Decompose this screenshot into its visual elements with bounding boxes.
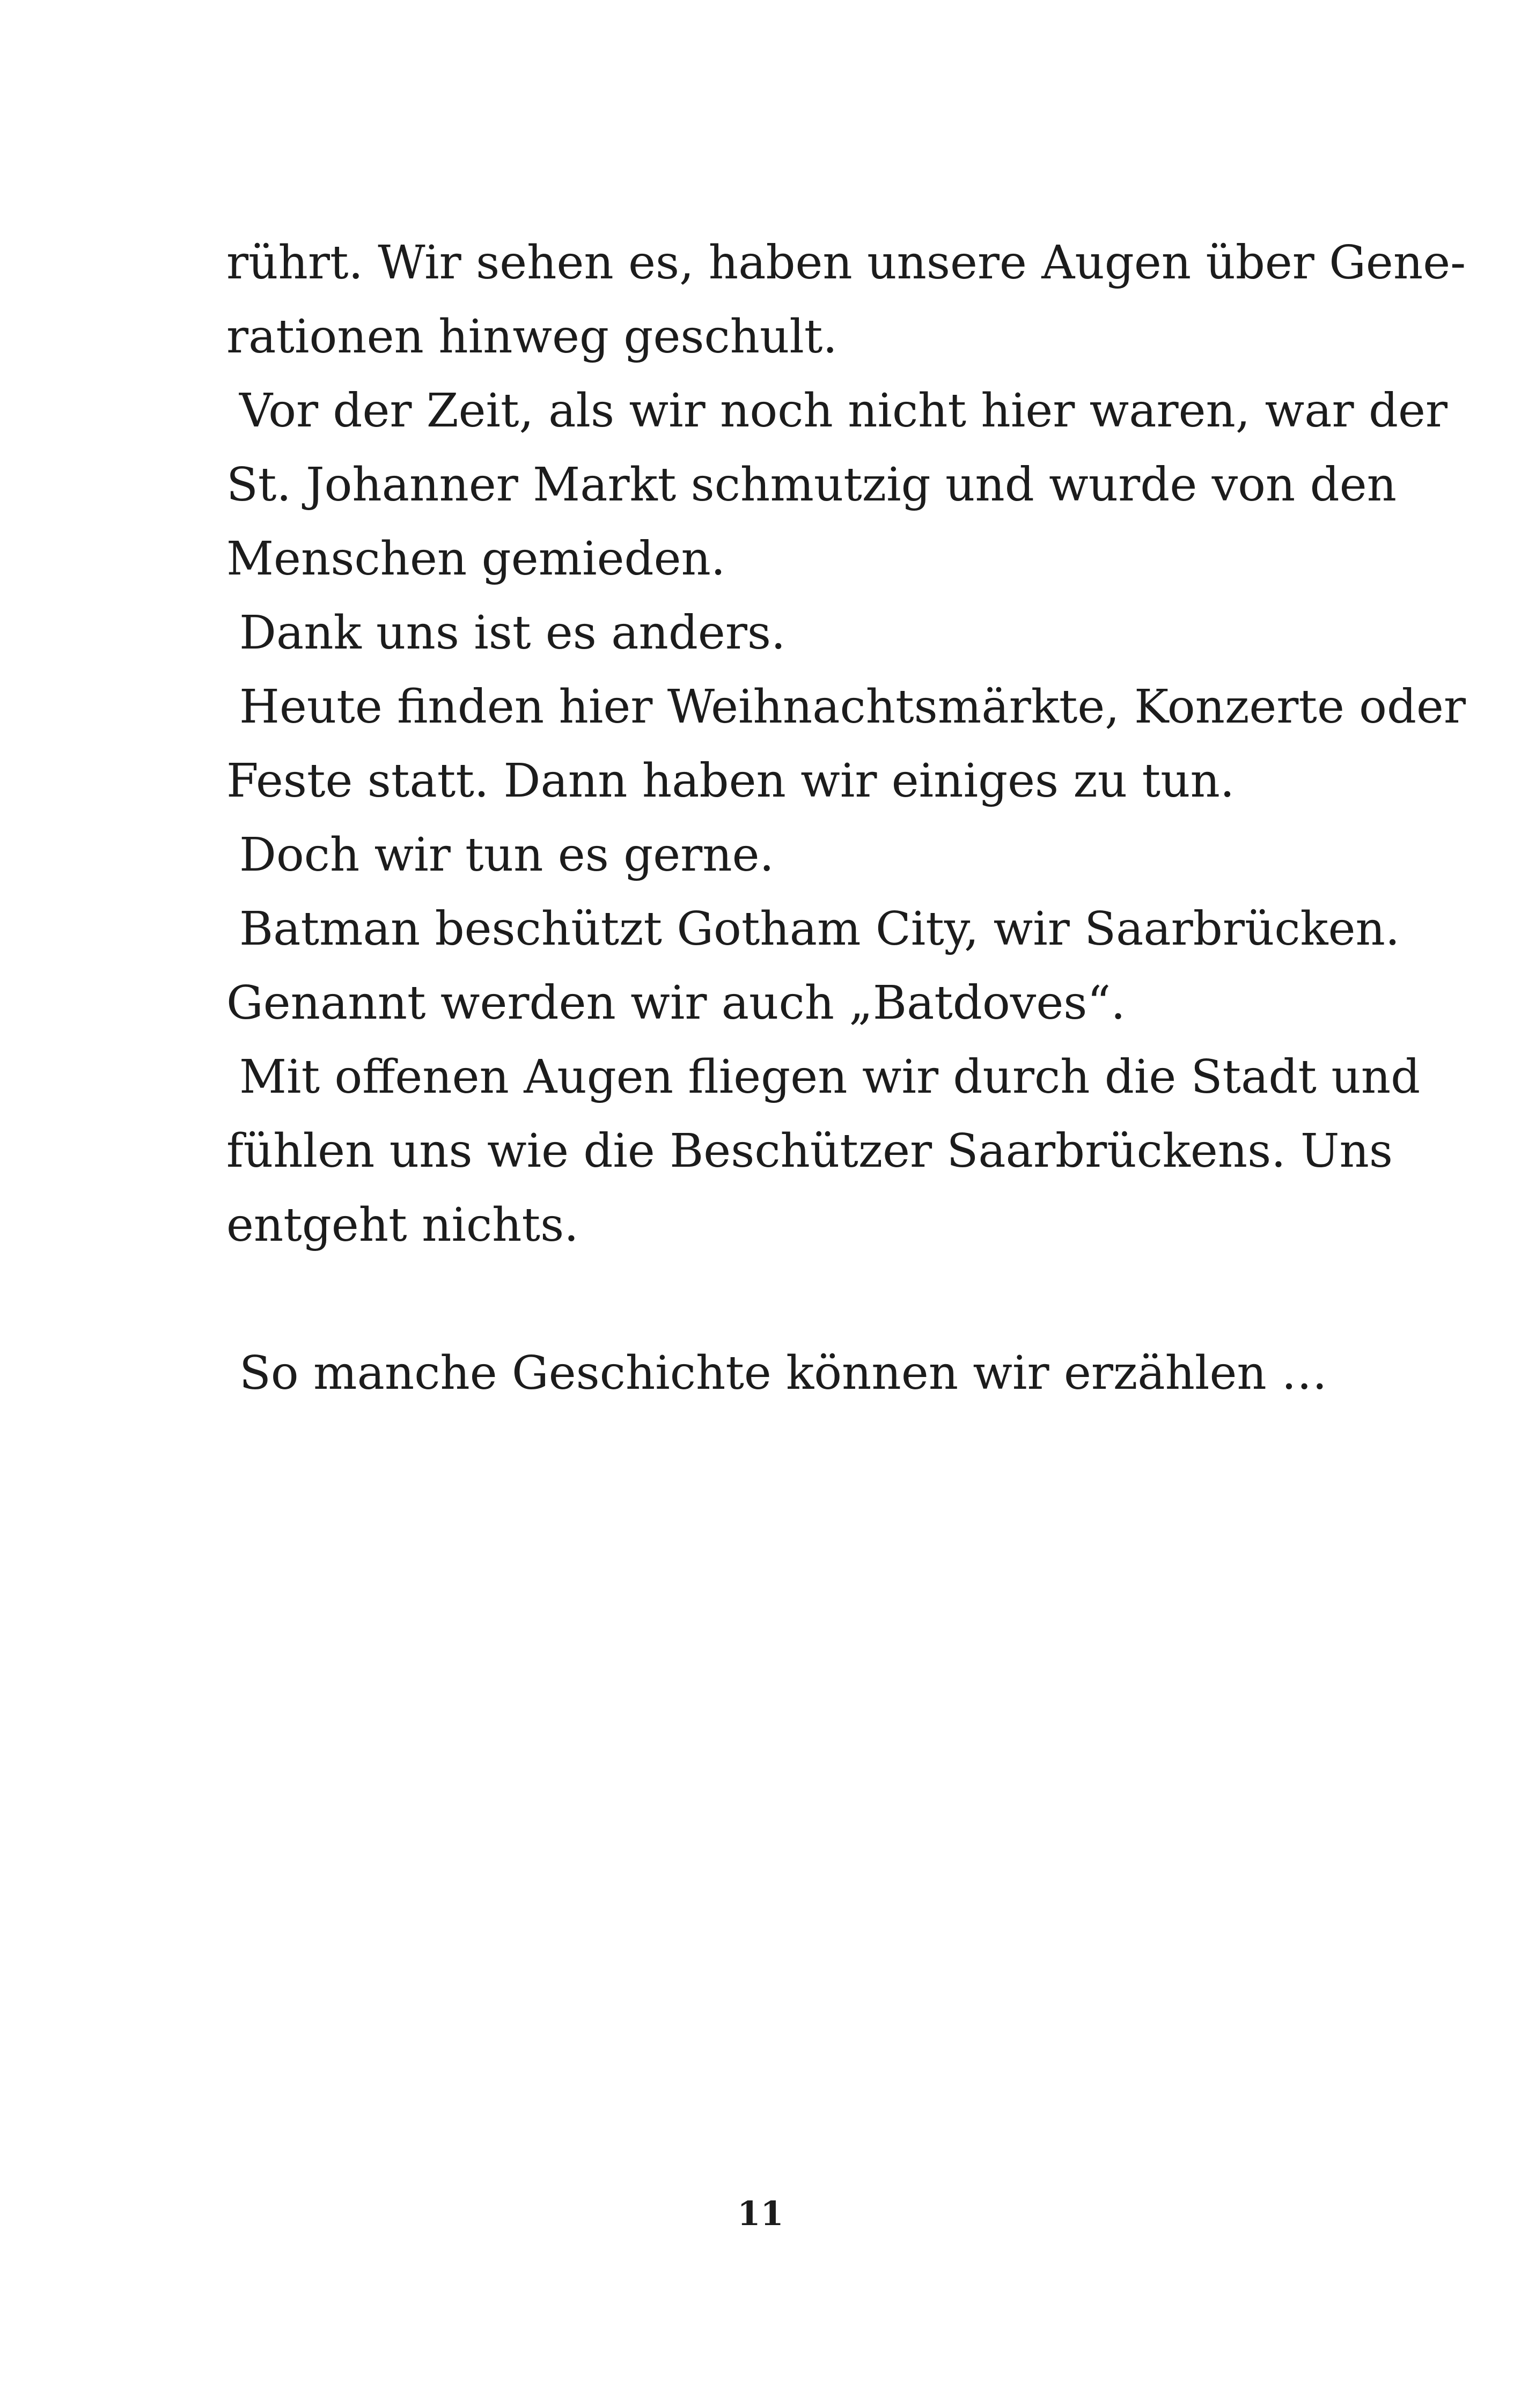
text-line-1: rührt. Wir sehen es, haben unsere Augen über Gene- xyxy=(226,236,1466,290)
text-line-15: So manche Geschichte können wir erzählen … xyxy=(239,1346,1328,1400)
text-line-9: Doch wir tun es gerne. xyxy=(239,828,774,882)
text-line-5: Menschen gemieden. xyxy=(226,532,726,586)
text-line-12: Mit offenen Augen fliegen wir durch die Stadt und xyxy=(239,1050,1421,1104)
page-number: 11 xyxy=(737,2194,784,2233)
text-line-13: fühlen uns wie die Beschützer Saarbrückens. Uns xyxy=(226,1124,1393,1178)
text-line-3: Vor der Zeit, als wir noch nicht hier waren, war der xyxy=(239,384,1447,438)
text-line-6: Dank uns ist es anders. xyxy=(239,606,786,660)
text-line-11: Genannt werden wir auch „Batdoves“. xyxy=(226,976,1126,1030)
text-line-2: rationen hinweg geschult. xyxy=(226,310,837,364)
text-line-10: Batman beschützt Gotham City, wir Saarbrücken. xyxy=(239,902,1400,956)
text-line-14: entgeht nichts. xyxy=(226,1198,579,1252)
text-line-7: Heute finden hier Weihnachtsmärkte, Konzerte oder xyxy=(239,680,1466,734)
text-line-4: St. Johanner Markt schmutzig und wurde von den xyxy=(226,458,1397,512)
text-line-8: Feste statt. Dann haben wir einiges zu tun. xyxy=(226,754,1235,808)
